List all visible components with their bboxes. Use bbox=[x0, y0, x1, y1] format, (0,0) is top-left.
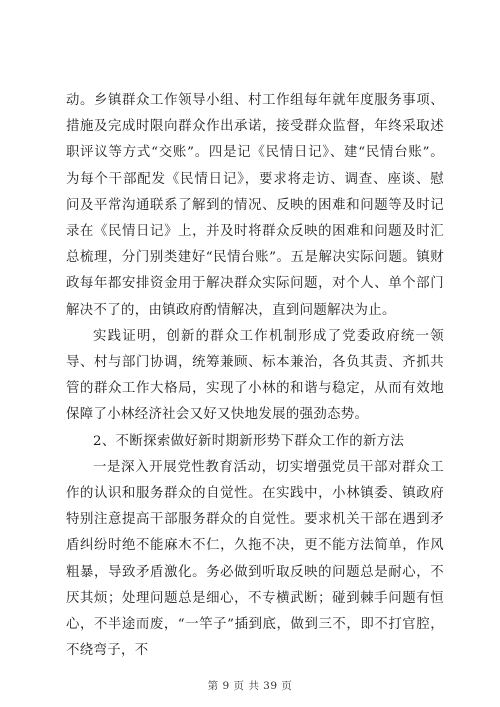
paragraph-1: 动。乡镇群众工作领导小组、村工作组每年就年度服务事项、措施及完成时限向群众作出承诺，接受群众监督，年终采取述职评议等方式“交账”。四是记《民情日记》、建“民情台账”。为每个干部配发《民情日记》，要求将走访、调查、座谈、慰问及平常沟通联系了解到的情况、反映的困难和问题等及时记录在《民情日记》上，并及时将群众反映的困难和问题及时汇总梳理，分门别类建好“民情台账”。五是解决实际问题。镇财政每年都安排资金用于解决群众实际问题，对个人、单个部门解决不了的，由镇政府酌情解决，直到问题解决为止。 bbox=[66, 93, 444, 318]
paragraph-2: 实践证明，创新的群众工作机制形成了党委政府统一领导、村与部门协调，统筹兼顾、标本兼治，各负其责、齐抓共管的群众工作大格局，实现了小林的和谐与稳定，从而有效地保障了小林经济社会又好又快地发展的强劲态势。 bbox=[66, 328, 444, 423]
paragraph-3: 一是深入开展党性教育活动，切实增强党员干部对群众工作的认识和服务群众的自觉性。在实践中，小林镇委、镇政府特别注意提高干部服务群众的自觉性。要求机关干部在遇到矛盾纠纷时绝不能麻木不仁，久拖不决，更不能方法简单，作风粗暴，导致矛盾激化。务必做到听取反映的问题总是耐心，不厌其烦；处理问题总是细心，不专横武断；碰到棘手问题有恒心，不半途而废，“一竿子”插到底，做到三不，即不打官腔，不绕弯子，不 bbox=[66, 459, 444, 659]
body-text bbox=[66, 88, 444, 664]
section-heading: 2、不断探索做好新时期新形势下群众工作的新方法 bbox=[93, 433, 405, 449]
page-footer: 第 9 页 共 39 页 bbox=[207, 680, 293, 692]
